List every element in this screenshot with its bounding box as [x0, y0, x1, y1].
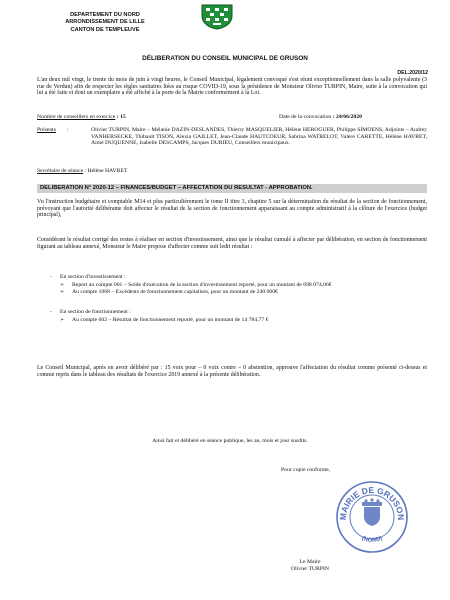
- signature-role: Le Maire: [299, 559, 321, 565]
- signature-block: [270, 559, 350, 572]
- signature-name: Olivier TURPIN: [291, 565, 329, 572]
- vote-paragraph: Le Conseil Municipal, après en avoir délibéré par : 15 voix pour – 0 voix contre – 0 abstention, approuve l'affectation du résultat comme présenté ci-dessus et comme repris dans le tableau des résultats de l'exercice 2019 annexé à la présente délibération.: [37, 365, 427, 378]
- investment-label: En section d'investissement :: [60, 274, 126, 280]
- operating-section: - En section de fonctionnement : ➢ Au compte 002 – Résultat de fonctionnement reporté, pour un montant de 14 784,77 €: [50, 309, 426, 324]
- department-header: [60, 12, 150, 34]
- investment-item: ➢ Au compte 1068 – Excédents de fonctionnement capitalisés, pour un montant de 240 000€: [60, 289, 426, 296]
- canton-line: CANTON DE TEMPLEUVE: [70, 26, 140, 33]
- investment-item: ➢ Report au compte 001 – Solde d'exécution de la section d'investissement reporté, pour un montant de 698 074,06€: [60, 282, 426, 289]
- convocation-date-value: : 24/06/2020: [332, 114, 362, 120]
- operating-item: ➢ Au compte 002 – Résultat de fonctionnement reporté, pour un montant de 14 784,77 €: [60, 317, 426, 324]
- count-value: : 15: [116, 114, 126, 120]
- secretary-label: Secrétaire de séance: [37, 168, 84, 174]
- presents-list: Olivier TURPIN, Maire – Mélanie DAZIN-DESLANDES, Thierry MASQUELIER, Hélène HEROGUER, Philippe SIMOENS, Adjoints – Audrey VANHERSECKE, Thibault TISON, Alexia GAILLET, Jean-Claude HAUTCOEUR, Sabrina WATRELOT, Valère CARETTE, Hélène HAVRET, Aimé DUQUENNE, Isabelle DESCAMPS, Jacques DURIEU, Conseillers municipaux.: [91, 127, 427, 147]
- presents-label: Présents: [37, 127, 56, 133]
- secretary-line: [37, 168, 127, 175]
- deliberation-ref: DEL.2020/12: [397, 70, 428, 76]
- instruction-paragraph: Vu l'instruction budgétaire et comptable M14 et plus particulièrement le tome II titre 3, chapitre 5 sur la détermination du résultat de la section de fonctionnement, prévoyant que l'autorité délibérante doit affecter le résultat de la section de fonctionnement apparaissant au compte administratif à la clôture de l'exercice (budget principal),: [37, 199, 427, 219]
- intro-paragraph: L'an deux mil vingt, le trente du mois de juin à vingt heures, le Conseil Municipal, légalement convoqué s'est réuni exceptionnellement dans la salle polyvalente (3 rue de Verdun) afin de respecter les règles sanitaires liées au risque COVID-19, sous la présidence de Monsieur Olivier TURPIN, Maire, suite à la convocation qui lui a été faite et dont un exemplaire a été affiché à la porte de la Mairie conformément à la Loi.: [37, 77, 427, 97]
- department-line: DEPARTEMENT DU NORD: [70, 12, 140, 18]
- town-hall-stamp: [334, 479, 410, 555]
- stamp-bottom-text: (NORD): [360, 535, 384, 545]
- certified-copy: Pour copie conforme,: [281, 467, 331, 473]
- arrondissement-line: ARRONDISSEMENT DE LILLE: [65, 19, 145, 26]
- stamp-top-text: MAIRIE DE GRUSON: [337, 484, 407, 521]
- page-title: DÉLIBERATION DU CONSEIL MUNICIPAL DE GRUSON: [142, 55, 308, 62]
- presents-colon: :: [67, 127, 69, 133]
- count-line: [37, 114, 427, 121]
- deliberation-title-bar: DELIBERATION N° 2020-12 – FINANCES/BUDGET – AFFECTATION DU RESULTAT - APPROBATION.: [37, 184, 427, 193]
- secretary-value: : Hélène HAVRET: [84, 168, 128, 174]
- count-label: Nombre de conseillers en exercice: [37, 114, 116, 120]
- coat-of-arms: [199, 4, 235, 30]
- considering-paragraph: Considérant le résultat corrigé des restes à réaliser en section d'investissement, ainsi que le résultat cumulé à affecter par délibération, en section de fonctionnement figurant au tableau annexé, Monsieur le Maire propose d'affecter comme suit ledit résultat :: [37, 237, 427, 250]
- investment-section: - En section d'investissement : ➢ Report au compte 001 – Solde d'exécution de la section d'investissement reporté, pour un montant de 698 074,06€ ➢ Au compte 1068 – Excédents de fonctionnement capitalisés, pour un montant de 240 000€: [50, 274, 426, 296]
- convocation-date-label: Date de la convocation: [279, 114, 332, 120]
- operating-label: En section de fonctionnement :: [60, 309, 131, 315]
- closing-statement: Ainsi fait et délibéré en séance publique, les an, mois et jour susdits.: [152, 438, 308, 444]
- svg-text:(NORD): [361, 536, 384, 544]
